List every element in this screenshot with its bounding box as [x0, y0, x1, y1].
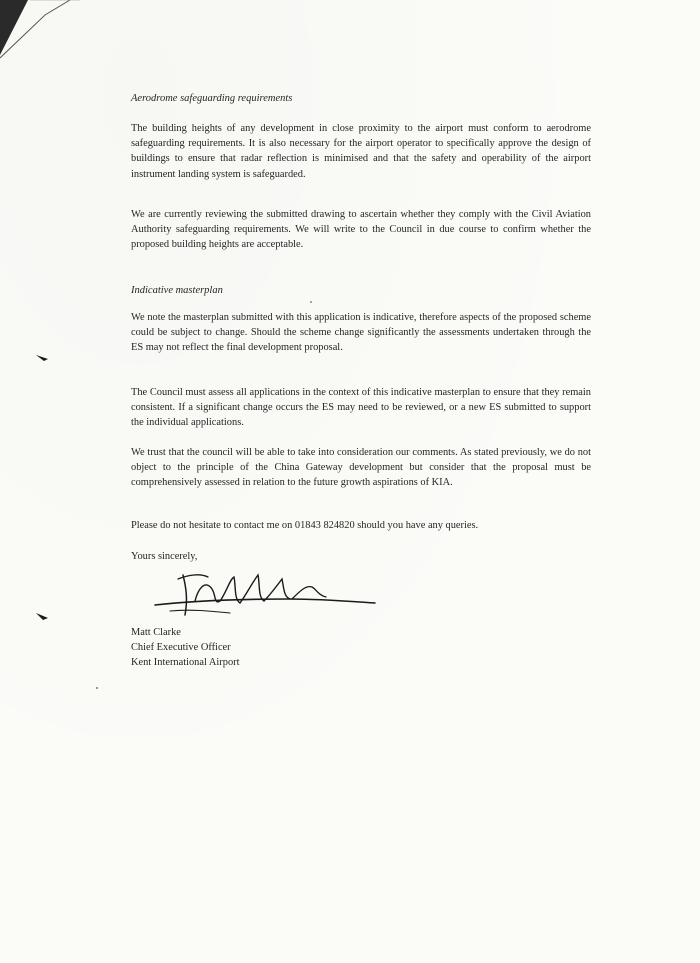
scan-speck	[36, 611, 50, 621]
paragraph-masterplan-1: We note the masterplan submitted with this application is indicative, therefore aspects of the proposed scheme could be subject to change. Should the scheme change significantly the assessments undertaken through the ES may not reflect the final development proposal.	[131, 312, 591, 354]
section-heading-safeguarding: Aerodrome safeguarding requirements	[131, 93, 293, 104]
scan-speck	[36, 352, 50, 362]
paragraph-safeguarding-1: The building heights of any development in close proximity to the airport must conform to aerodrome safeguarding requirements. It is also necessary for the airport operator to specifically approve the design of buildings to ensure that radar reflection is minimised and that the safety and operability of the airport instrument landing system is safeguarded.	[131, 123, 591, 180]
signatory-organisation: Kent International Airport	[131, 657, 240, 668]
section-heading-masterplan: Indicative masterplan	[131, 285, 223, 296]
scan-corner-mark	[0, 0, 90, 80]
scan-dot	[310, 301, 312, 303]
contact-line: Please do not hesitate to contact me on 01843 824820 should you have any queries.	[131, 520, 479, 531]
scan-dot	[96, 687, 98, 689]
paragraph-safeguarding-2: We are currently reviewing the submitted drawing to ascertain whether they comply with the Civil Aviation Authority safeguarding requirements. We will write to the Council in due course to confirm whether the proposed building heights are acceptable.	[131, 209, 591, 251]
closing-line: Yours sincerely,	[131, 551, 198, 562]
signatory-title: Chief Executive Officer	[131, 642, 231, 653]
paragraph-masterplan-3: We trust that the council will be able to take into consideration our comments. As stated previously, we do not object to the principle of the China Gateway development but consider that the proposal must be comprehensively assessed in relation to the future growth aspirations of KIA.	[131, 447, 591, 489]
handwritten-signature	[150, 565, 380, 620]
paragraph-masterplan-2: The Council must assess all applications in the context of this indicative masterplan to ensure that they remain consistent. If a significant change occurs the ES may need to be reviewed, or a new ES submitted to support the individual applications.	[131, 387, 591, 429]
signatory-name: Matt Clarke	[131, 627, 181, 638]
